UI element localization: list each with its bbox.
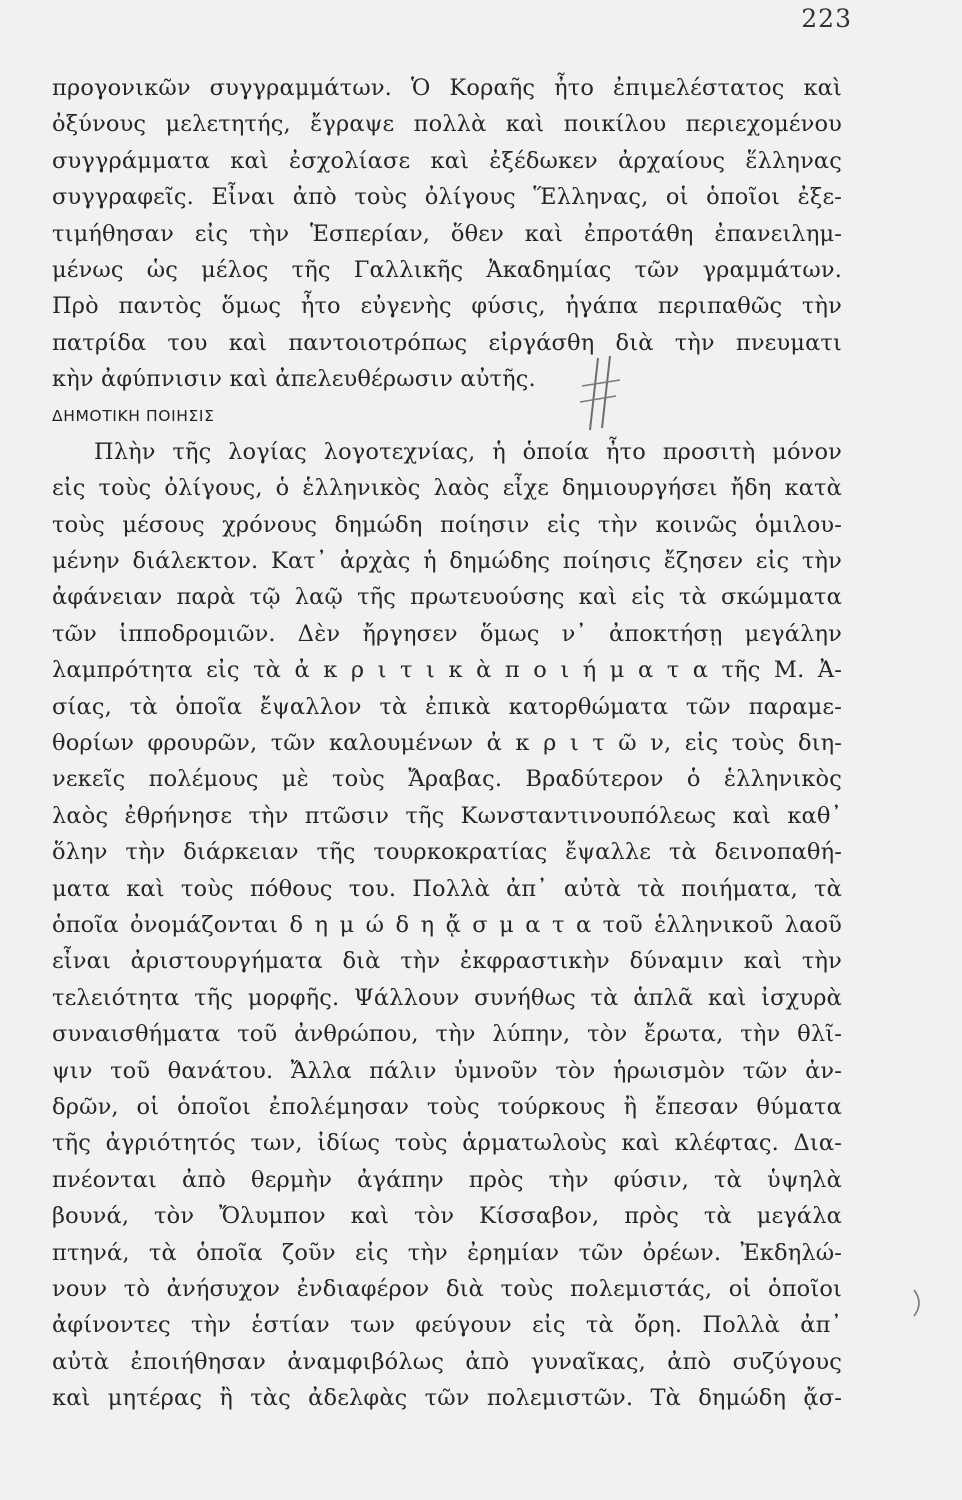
text-line: πνέονται ἀπὸ θερμὴν ἀγάπην πρὸς τὴν φύσιν, τὰ ὑψηλὰ (52, 1166, 842, 1193)
text-line: νεκεῖς πολέμους μὲ τοὺς Ἄραβας. Βραδύτερον ὁ ἑλληνικὸς (52, 766, 842, 793)
text-block (52, 70, 842, 1416)
pencil-mark-icon (568, 350, 628, 440)
text-line: δρῶν, οἱ ὁποῖοι ἐπολέμησαν τοὺς τούρκους ἢ ἔπεσαν θύματα (52, 1093, 842, 1120)
text-line: πατρίδα του καὶ παντοιοτρόπως εἰργάσθη διὰ τὴν πνευματι (52, 329, 842, 356)
page-number: 223 (801, 4, 852, 33)
text-line: αὐτὰ ἐποιήθησαν ἀναμφιβόλως ἀπὸ γυναῖκας, ἀπὸ συζύγους (52, 1348, 842, 1375)
text-line: μένως ὡς μέλος τῆς Γαλλικῆς Ἀκαδημίας τῶν γραμμάτων. (52, 256, 842, 283)
text-line: Πλὴν τῆς λογίας λογοτεχνίας, ἡ ὁποία ἦτο προσιτὴ μόνον (94, 438, 842, 465)
text-line: ψιν τοῦ θανάτου. Ἄλλα πάλιν ὑμνοῦν τὸν ἡρωισμὸν τῶν ἀν- (52, 1057, 842, 1084)
margin-bracket-icon (908, 1288, 928, 1318)
text-line: τελειότητα τῆς μορφῆς. Ψάλλουν συνήθως τὰ ἁπλᾶ καὶ ἰσχυρὰ (52, 984, 842, 1011)
text-line: τοὺς μέσους χρόνους δημώδη ποίησιν εἰς τὴν κοινῶς ὁμιλου- (52, 511, 842, 538)
text-line: λαμπρότητα εἰς τὰ ἀ κ ρ ι τ ι κ ὰ π ο ι ή μ α τ α τῆς Μ. Ἀ- (52, 657, 842, 684)
text-line: ἀφίνοντες τὴν ἑστίαν των φεύγουν εἰς τὰ ὄρη. Πολλὰ ἀπ᾽ (52, 1312, 842, 1339)
text-line: συγγραφεῖς. Εἶναι ἀπὸ τοὺς ὀλίγους Ἕλληνας, οἱ ὁποῖοι ἐξε- (52, 184, 842, 211)
text-line: εἰς τοὺς ὀλίγους, ὁ ἑλληνικὸς λαὸς εἶχε δημιουργήσει ἤδη κατὰ (52, 475, 842, 502)
text-line: συναισθήματα τοῦ ἀνθρώπου, τὴν λύπην, τὸν ἔρωτα, τὴν θλῖ- (52, 1021, 842, 1048)
text-line: τῶν ἱπποδρομιῶν. Δὲν ἤργησεν ὅμως ν᾽ ἀποκτήσῃ μεγάλην (52, 620, 842, 647)
text-line: συγγράμματα καὶ ἐσχολίασε καὶ ἐξέδωκεν ἀρχαίους ἕλληνας (52, 147, 842, 174)
text-line: εἶναι ἀριστουργήματα διὰ τὴν ἐκφραστικὴν δύναμιν καὶ τὴν (52, 948, 842, 975)
text-line: τῆς ἀγριότητός των, ἰδίως τοὺς ἁρματωλοὺς καὶ κλέφτας. Δια- (52, 1130, 842, 1157)
text-line: λαὸς ἐθρήνησε τὴν πτῶσιν τῆς Κωνσταντινουπόλεως καὶ καθ᾽ (52, 802, 842, 829)
text-line: νουν τὸ ἀνήσυχον ἐνδιαφέρον διὰ τοὺς πολεμιστάς, οἱ ὁποῖοι (52, 1275, 842, 1302)
text-line: θορίων φρουρῶν, τῶν καλουμένων ἀ κ ρ ι τ ῶ ν, εἰς τοὺς διη- (52, 730, 842, 757)
paragraph-1 (52, 70, 842, 398)
paragraph-2 (52, 434, 842, 1417)
text-line: μένην διάλεκτον. Κατ᾽ ἀρχὰς ἡ δημώδης ποίησις ἔζησεν εἰς τὴν (52, 548, 842, 575)
text-line: ὅλην τὴν διάρκειαν τῆς τουρκοκρατίας ἔψαλλε τὰ δεινοπαθή- (52, 839, 842, 866)
section-heading: ΔΗΜΟΤΙΚΗ ΠΟΙΗΣΙΣ (52, 406, 215, 425)
text-line: πτηνά, τὰ ὁποῖα ζοῦν εἰς τὴν ἐρημίαν τῶν ὀρέων. Ἐκδηλώ- (52, 1239, 842, 1266)
text-line: προγονικῶν συγγραμμάτων. Ὁ Κοραῆς ἦτο ἐπιμελέστατος καὶ (52, 75, 842, 101)
text-line: ἀφάνειαν παρὰ τῷ λαῷ τῆς πρωτευούσης καὶ εἰς τὰ σκώμματα (52, 584, 842, 611)
text-line: τιμήθησαν εἰς τὴν Ἑσπερίαν, ὅθεν καὶ ἐπροτάθη ἐπανειλημ- (52, 220, 842, 247)
text-line: σίας, τὰ ὁποῖα ἔψαλλον τὰ ἐπικὰ κατορθώματα τῶν παραμε- (52, 693, 842, 720)
text-line: Πρὸ παντὸς ὅμως ἦτο εὐγενὴς φύσις, ἠγάπα περιπαθῶς τὴν (52, 293, 842, 320)
text-line: ὁποῖα ὀνομάζονται δ η μ ώ δ η ᾄ σ μ α τ α τοῦ ἑλληνικοῦ λαοῦ (52, 911, 842, 938)
text-line: κὴν ἀφύπνισιν καὶ ἀπελευθέρωσιν αὐτῆς. (52, 366, 536, 393)
text-line: καὶ μητέρας ἢ τὰς ἀδελφὰς τῶν πολεμιστῶν. Τὰ δημώδη ᾄσ- (52, 1385, 842, 1412)
text-line: ματα καὶ τοὺς πόθους του. Πολλὰ ἀπ᾽ αὐτὰ τὰ ποιήματα, τὰ (52, 875, 842, 902)
text-line: βουνά, τὸν Ὄλυμπον καὶ τὸν Κίσσαβον, πρὸς τὰ μεγάλα (52, 1203, 842, 1230)
text-line: ὀξύνους μελετητής, ἔγραψε πολλὰ καὶ ποικίλου περιεχομένου (52, 111, 842, 138)
